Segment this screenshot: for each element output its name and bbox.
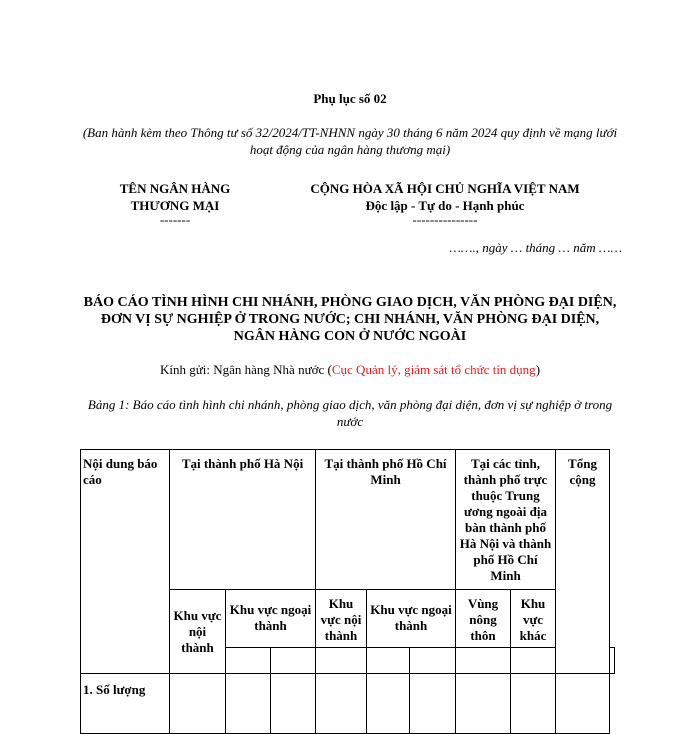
recipient-line: [0, 362, 700, 378]
table-cell: [556, 674, 610, 734]
header-hanoi: Tại thành phố Hà Nội: [170, 450, 316, 590]
table-cell: [271, 648, 316, 674]
bank-name-line2: THƯƠNG MẠI: [130, 198, 220, 213]
issued-note: (Ban hành kèm theo Thông tư số 32/2024/TT-NHNN ngày 30 tháng 6 năm 2024 quy định về mạng lưới hoạt động của ngân hàng thương mại): [82, 125, 618, 157]
nation-divider: ---------------: [412, 212, 478, 227]
header-provinces: Tại các tỉnh, thành phố trực thuộc Trung ương ngoài địa bàn thành phố Hà Nội và thành phố Hồ Chí Minh: [456, 450, 556, 590]
table-cell: [456, 674, 511, 734]
header-content: Nội dung báo cáo: [81, 450, 170, 674]
subheader-hanoi-outer: Khu vực ngoại thành: [226, 590, 316, 648]
subheader-rural: Vùng nông thôn: [456, 590, 511, 648]
table-cell: [226, 674, 271, 734]
table-caption: Bảng 1: Báo cáo tình hình chi nhánh, phòng giao dịch, văn phòng đại diện, đơn vị sự nghiệp ở trong nước: [87, 397, 613, 429]
table-cell: [226, 648, 271, 674]
table-cell: [610, 648, 615, 674]
table-cell: [367, 648, 410, 674]
bank-name-line1: TÊN NGÂN HÀNG: [119, 181, 231, 196]
table-cell: [410, 674, 456, 734]
table-cell: [367, 674, 410, 734]
recipient-agency: Cục Quản lý, giám sát tổ chức tín dụng: [331, 362, 536, 377]
bank-name-block: [108, 180, 242, 226]
recipient-prefix: Kính gửi: Ngân hàng Nhà nước (: [159, 362, 332, 377]
report-table: [80, 449, 615, 734]
report-title: BÁO CÁO TÌNH HÌNH CHI NHÁNH, PHÒNG GIAO DỊCH, VĂN PHÒNG ĐẠI DIỆN, ĐƠN VỊ SỰ NGHIỆP Ở TRONG NƯỚC; CHI NHÁNH, VĂN PHÒNG ĐẠI DIỆN, NGÂN HÀNG CON Ở NƯỚC NGOÀI: [83, 295, 617, 344]
table-row: [81, 674, 615, 734]
table-cell: [316, 648, 367, 674]
nation-motto: Độc lập - Tự do - Hạnh phúc: [365, 198, 525, 213]
header-hcm: Tại thành phố Hồ Chí Minh: [316, 450, 456, 590]
recipient-suffix: ): [535, 362, 541, 377]
row-label: 1. Số lượng: [81, 674, 170, 734]
table-cell: [511, 674, 556, 734]
bank-divider: -------: [159, 212, 191, 227]
table-cell: [316, 674, 367, 734]
table-cell: [456, 648, 511, 674]
header-total: Tổng cộng: [556, 450, 610, 674]
national-motto-block: [280, 180, 610, 226]
date-line: ……., ngày … tháng … năm ……: [449, 240, 622, 255]
subheader-hcm-outer: Khu vực ngoại thành: [367, 590, 456, 648]
subheader-hanoi-inner: Khu vực nội thành: [170, 590, 226, 674]
nation-name: CỘNG HÒA XÃ HỘI CHỦ NGHĨA VIỆT NAM: [310, 181, 580, 196]
subheader-hcm-inner: Khu vực nội thành: [316, 590, 367, 648]
table-cell: [170, 674, 226, 734]
table-cell: [271, 674, 316, 734]
appendix-title: Phụ lục số 02: [313, 91, 387, 106]
table-cell: [410, 648, 456, 674]
subheader-other: Khu vực khác: [511, 590, 556, 648]
table-cell: [511, 648, 556, 674]
